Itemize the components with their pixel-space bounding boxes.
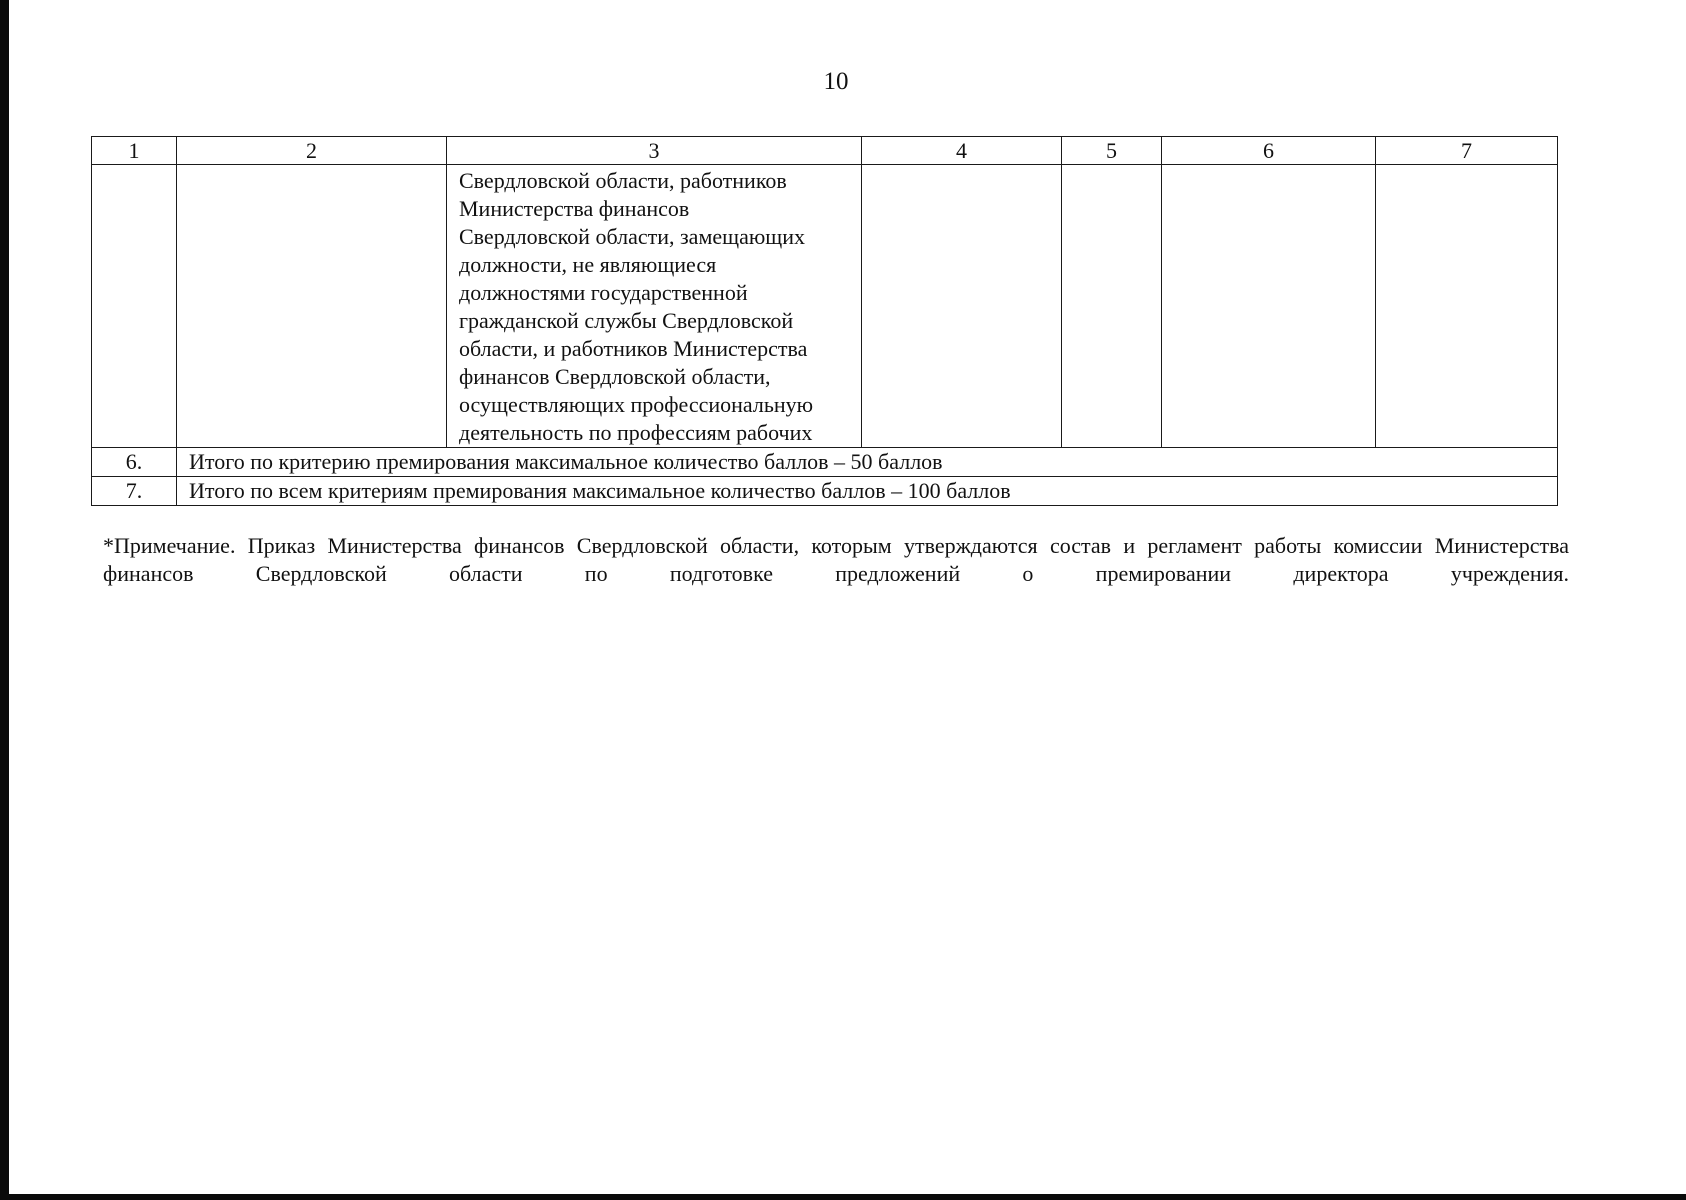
total-label: Итого по критерию премирования максимальное количество баллов – 50 баллов xyxy=(177,448,1558,477)
column-number-6: 6 xyxy=(1162,137,1376,165)
row-number: 7. xyxy=(92,477,177,506)
table-header-row xyxy=(92,137,1558,165)
table-row xyxy=(92,165,1558,448)
continuation-text-cell: Свердловской области, работников Министерства финансов Свердловской области, замещающих должности, не являющиеся должностями государственной гражданской службы Свердловской области, и работников Министерства финансов Свердловской области, осуществляющих профессиональную деятельность по профессиям рабочих xyxy=(447,165,862,448)
total-row-criterion xyxy=(92,448,1558,477)
footnote: *Примечание. Приказ Министерства финансов Свердловской области, которым утверждаются состав и регламент работы комиссии Министерства финансов Свердловской области по подготовке предложений о премировании директора учреждения. xyxy=(103,533,1569,586)
scan-left-border xyxy=(0,0,9,1200)
cell-col-2 xyxy=(177,165,447,448)
column-number-2: 2 xyxy=(177,137,447,165)
page-number: 10 xyxy=(823,68,849,95)
column-number-7: 7 xyxy=(1376,137,1558,165)
cell-col-5 xyxy=(1062,165,1162,448)
scan-bottom-border xyxy=(0,1194,1686,1200)
cell-col-4 xyxy=(862,165,1062,448)
total-row-all-criteria xyxy=(92,477,1558,506)
total-label: Итого по всем критериям премирования максимальное количество баллов – 100 баллов xyxy=(177,477,1558,506)
criteria-table xyxy=(91,136,1558,506)
cell-col-7 xyxy=(1376,165,1558,448)
column-number-5: 5 xyxy=(1062,137,1162,165)
column-number-3: 3 xyxy=(447,137,862,165)
cell-col-1 xyxy=(92,165,177,448)
row-number: 6. xyxy=(92,448,177,477)
cell-col-6 xyxy=(1162,165,1376,448)
column-number-4: 4 xyxy=(862,137,1062,165)
column-number-1: 1 xyxy=(92,137,177,165)
